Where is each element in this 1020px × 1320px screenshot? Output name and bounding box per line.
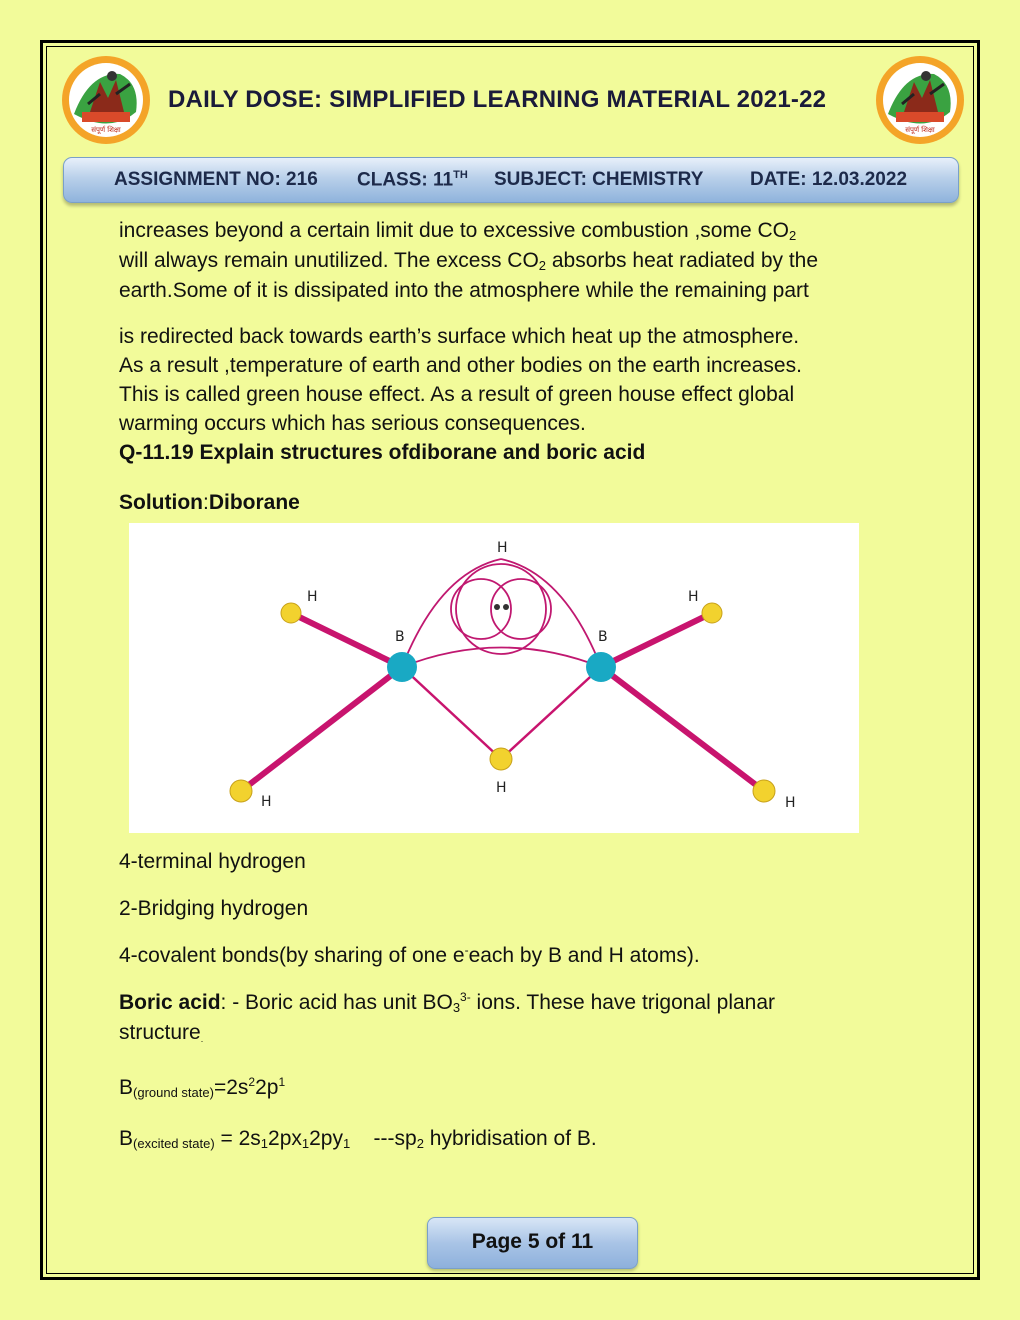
logo-caption-left: संपूर्ण शिक्षा [91, 126, 121, 134]
text-line-5: As a result ,temperature of earth and other bodies on the earth increases. [119, 354, 802, 377]
boron-symbol: B [119, 1076, 134, 1099]
logo-caption-right: संपूर्ण शिक्षा [905, 126, 935, 134]
bridge-bond-left [402, 667, 501, 759]
school-logo-left [60, 54, 152, 146]
fact3-b: each by B and H atoms). [468, 944, 700, 967]
assignment-info-bar [63, 157, 959, 203]
hydrogen-atom [281, 603, 301, 623]
boric-a: : - Boric acid has unit BO [220, 991, 453, 1014]
boric-acid-line-1 [119, 988, 775, 1023]
text-line-7: warming occurs which has serious consequences. [119, 412, 586, 435]
co2-subscript: 2 [788, 228, 797, 243]
atom-label: H [785, 795, 796, 811]
atom-label: H [496, 780, 507, 796]
atom-label: H [688, 589, 699, 605]
bo3-subscript: 3 [452, 1000, 461, 1015]
subscript: 1 [342, 1136, 351, 1151]
boron-symbol: B [119, 1127, 134, 1150]
text-line-3: earth.Some of it is dissipated into the atmosphere while the remaining part [119, 279, 809, 302]
superscript: 2 [248, 1075, 256, 1089]
excited-eq: = 2s [214, 1127, 261, 1150]
excited-dash: ---sp [350, 1127, 417, 1150]
subscript: 2 [416, 1136, 424, 1151]
boric-b: ions. These have trigonal planar [470, 991, 776, 1014]
subscript: 1 [260, 1136, 269, 1151]
excited-state-config [119, 1124, 597, 1159]
atom-label: B [598, 629, 608, 645]
hydrogen-atom [753, 780, 775, 802]
hydrogen-atom [702, 603, 722, 623]
subject-info: SUBJECT: CHEMISTRY [494, 169, 704, 190]
fact-terminal-hydrogen: 4-terminal hydrogen [119, 850, 306, 873]
electron-superscript: - [464, 943, 469, 957]
excited-2py: 2py [309, 1127, 343, 1150]
excited-2px: 2px [268, 1127, 302, 1150]
ground-eq: =2s [213, 1076, 249, 1099]
electron-pair-dot [503, 604, 509, 610]
boron-atom-left [387, 652, 417, 682]
terminal-bond-top-right [601, 613, 712, 667]
terminal-bond-bottom-right [601, 667, 764, 791]
solution-label: Solution [119, 491, 203, 514]
text-line-6: This is called green house effect. As a result of green house effect global [119, 383, 795, 406]
class-suffix: TH [453, 169, 468, 181]
diborane-diagram [129, 523, 859, 833]
text-line-1-main: increases beyond a certain limit due to excessive combustion ,some CO [119, 219, 789, 242]
page-number-box [427, 1217, 638, 1269]
boron-atom-right [586, 652, 616, 682]
ground-state-label: (ground state) [133, 1085, 214, 1100]
terminal-bond-top-left [291, 613, 402, 667]
text-line-2-b: absorbs heat radiated by the [546, 249, 819, 272]
class-label: CLASS: 11 [357, 169, 454, 191]
solution-topic: Diborane [208, 491, 300, 514]
page-title: DAILY DOSE: SIMPLIFIED LEARNING MATERIAL 2021-22 [168, 86, 827, 113]
bridging-hydrogen-atom [490, 748, 512, 770]
boric-acid-line-2 [119, 1018, 203, 1055]
electron-pair-dot [494, 604, 500, 610]
text-line-2-a: will always remain unutilized. The excess CO [119, 249, 539, 272]
terminal-bond-bottom-left [241, 667, 402, 791]
boric-c: structure [119, 1021, 201, 1044]
hydrogen-atom [230, 780, 252, 802]
fact3-a: 4-covalent bonds(by sharing of one e [119, 944, 465, 967]
three-center-bond-orbitals [402, 559, 601, 667]
atom-label: B [395, 629, 405, 645]
atom-label: H [497, 540, 508, 556]
atom-label: H [261, 794, 272, 810]
ground-state-config [119, 1073, 285, 1108]
atom-label: H [307, 589, 318, 605]
page-number: Page 5 of 11 [471, 1230, 594, 1253]
ground-2p: 2p [255, 1076, 279, 1099]
fact-bridging-hydrogen: 2-Bridging hydrogen [119, 897, 309, 920]
diborane-structure-figure [129, 523, 859, 833]
excited-tail: hybridisation of B. [423, 1127, 597, 1150]
boric-acid-label: Boric acid [119, 991, 221, 1014]
co2-subscript: 2 [538, 258, 547, 273]
class-info [357, 169, 468, 191]
excited-state-label: (excited state) [133, 1136, 215, 1151]
date-info: DATE: 12.03.2022 [750, 169, 908, 190]
superscript: 1 [278, 1075, 286, 1089]
text-line-4: is redirected back towards earth’s surface which heat up the atmosphere. [119, 325, 800, 348]
solution-colon: : [202, 491, 209, 514]
school-logo-right [874, 54, 966, 146]
solution-heading [119, 488, 300, 518]
bo3-charge: 3- [460, 990, 471, 1004]
fact-covalent-bonds [119, 941, 700, 971]
assignment-number: ASSIGNMENT NO: 216 [114, 169, 318, 190]
question-heading: Q-11.19 Explain structures ofdiborane and boric acid [119, 441, 646, 464]
subscript: 1 [301, 1136, 310, 1151]
bridge-bond-right [501, 667, 601, 759]
boric-c-dot: . [200, 1034, 204, 1044]
